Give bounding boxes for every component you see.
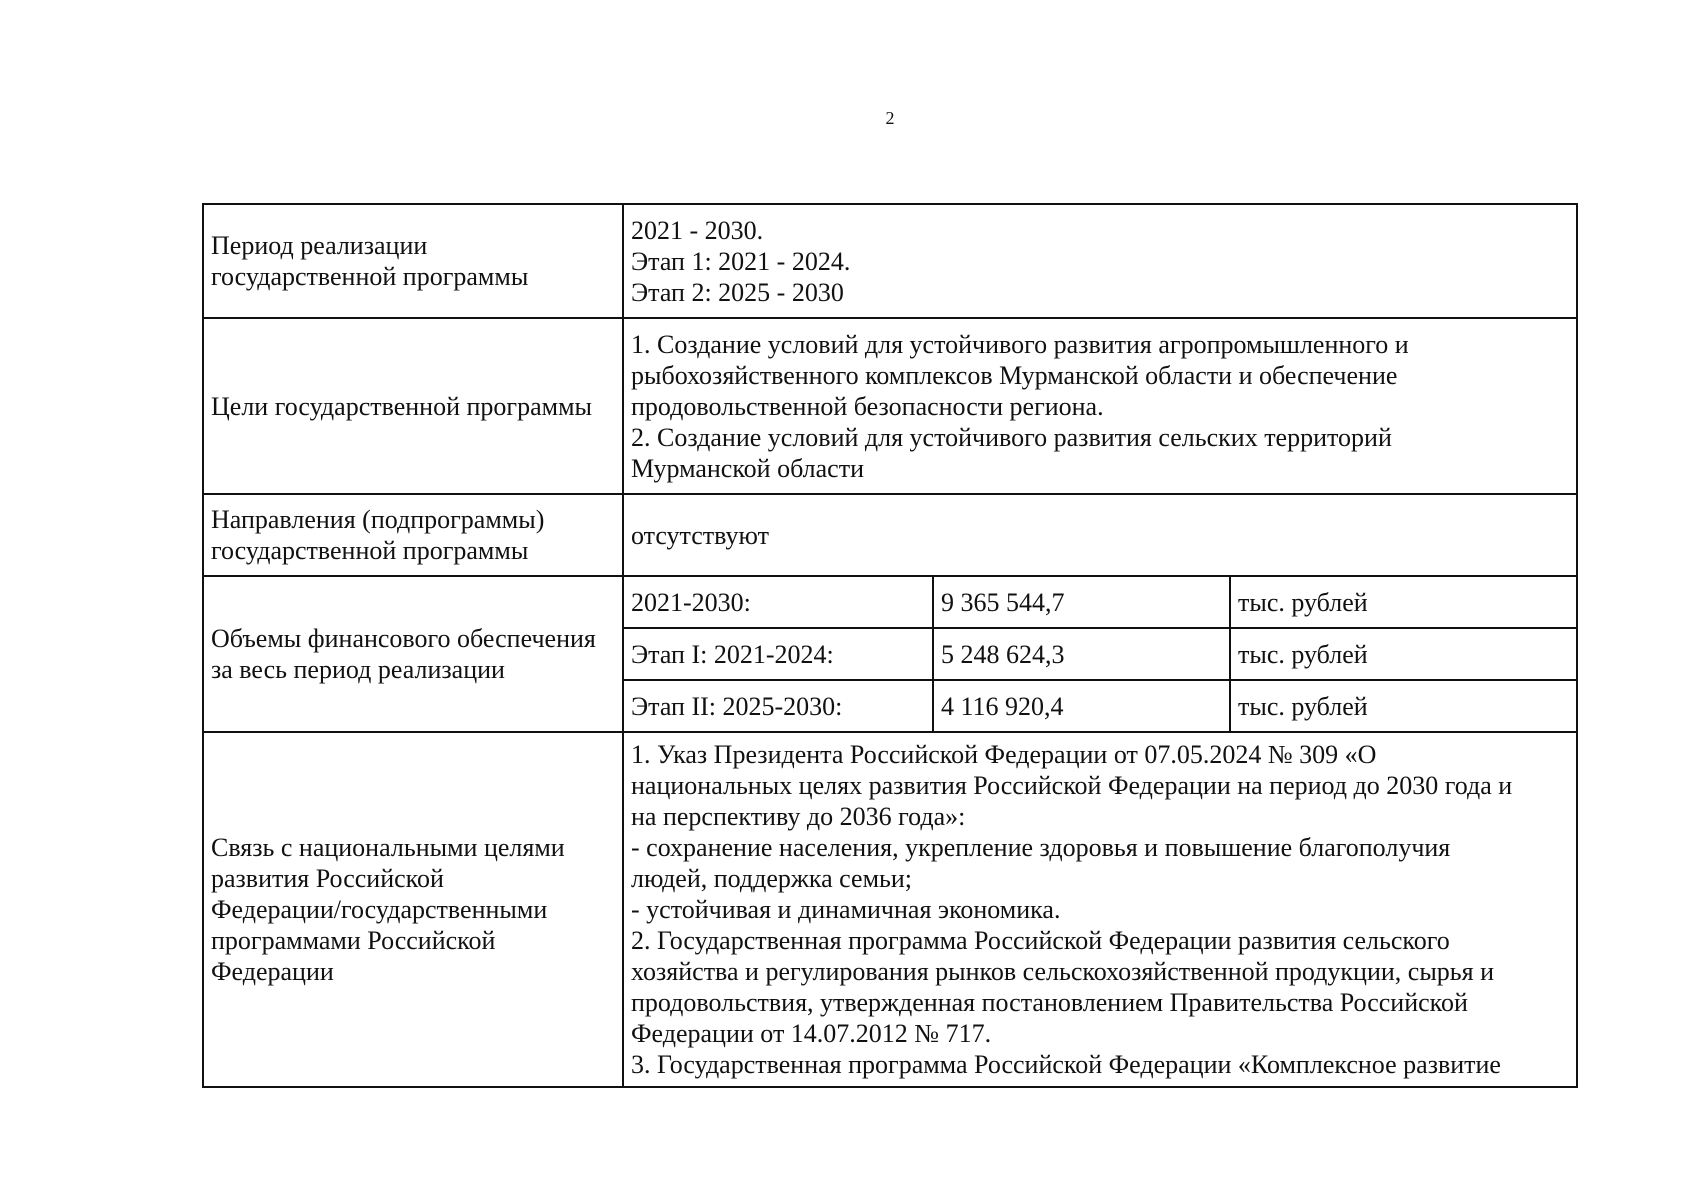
national-goals-value-line: 3. Государственная программа Российской Федерации «Комплексное развитие <box>631 1050 1501 1079</box>
goals-label-line: Цели государственной программы <box>211 391 592 421</box>
national-goals-label-line: развития Российской <box>211 864 444 893</box>
national-goals-label-line: Связь с национальными целями <box>211 833 565 862</box>
financing-amount: 4 116 920,4 <box>933 680 1230 731</box>
national-goals-value-line: 2. Государственная программа Российской Федерации развития сельского <box>631 926 1450 955</box>
subprograms-label-line: Направления (подпрограммы) <box>211 505 545 534</box>
financing-entry <box>624 680 1576 731</box>
period-label-line: Период реализации <box>211 231 428 260</box>
financing-unit: тыс. рублей <box>1230 577 1576 628</box>
national-goals-value-line: 1. Указ Президента Российской Федерации от 07.05.2024 № 309 «О <box>631 740 1377 769</box>
national-goals-value-line: - сохранение населения, укрепление здоровья и повышение благополучия <box>631 833 1451 862</box>
national-goals-label-line: Федерации <box>211 957 334 986</box>
financing-label <box>203 576 623 732</box>
financing-period: 2021-2030: <box>624 577 933 628</box>
national-goals-value <box>623 732 1577 1087</box>
financing-label-line: за весь период реализации <box>211 655 505 684</box>
national-goals-value-line: Федерации от 14.07.2012 № 717. <box>631 1019 992 1048</box>
subprograms-row <box>203 494 1577 576</box>
national-goals-value-line: - устойчивая и динамичная экономика. <box>631 895 1061 924</box>
period-value-line: Этап 2: 2025 - 2030 <box>631 277 844 307</box>
goals-value-line: продовольственной безопасности региона. <box>631 391 1104 421</box>
goals-value <box>623 318 1577 494</box>
financing-values <box>623 576 1577 732</box>
period-row <box>203 204 1577 318</box>
national-goals-value-line: национальных целях развития Российской Федерации на период до 2030 года и <box>631 771 1513 800</box>
subprograms-label-line: государственной программы <box>211 536 529 565</box>
national-goals-label <box>203 732 623 1087</box>
financing-unit: тыс. рублей <box>1230 680 1576 731</box>
period-value-line: Этап 1: 2021 - 2024. <box>631 246 851 276</box>
period-label <box>203 204 623 318</box>
goals-value-line: 2. Создание условий для устойчивого развития сельских территорий <box>631 422 1392 452</box>
financing-label-line: Объемы финансового обеспечения <box>211 624 596 653</box>
period-label-line: государственной программы <box>211 262 529 291</box>
financing-entry <box>624 577 1576 628</box>
goals-label <box>203 318 623 494</box>
national-goals-value-line: продовольствия, утвержденная постановлением Правительства Российской <box>631 988 1468 1017</box>
period-value <box>623 204 1577 318</box>
goals-row <box>203 318 1577 494</box>
goals-value-line: рыбохозяйственного комплексов Мурманской области и обеспечение <box>631 360 1398 390</box>
financing-table <box>624 577 1576 731</box>
national-goals-label-line: Федерации/государственными <box>211 895 548 924</box>
subprograms-value: отсутствуют <box>623 494 1577 576</box>
financing-amount: 5 248 624,3 <box>933 628 1230 680</box>
goals-value-line: 1. Создание условий для устойчивого развития агропромышленного и <box>631 329 1409 359</box>
financing-period: Этап II: 2025-2030: <box>631 691 843 721</box>
financing-unit: тыс. рублей <box>1230 628 1576 680</box>
financing-amount: 9 365 544,7 <box>933 577 1230 628</box>
national-goals-value-line: хозяйства и регулирования рынков сельскохозяйственной продукции, сырья и <box>631 957 1495 986</box>
national-goals-label-line: программами Российской <box>211 926 496 955</box>
period-value-line: 2021 - 2030. <box>631 215 764 245</box>
subprograms-label <box>203 494 623 576</box>
financing-entry <box>624 628 1576 680</box>
program-passport-table <box>202 203 1578 1088</box>
national-goals-row <box>203 732 1577 1087</box>
goals-value-line: Мурманской области <box>631 453 864 483</box>
financing-period: Этап I: 2021-2024: <box>624 628 933 680</box>
financing-row <box>203 576 1577 732</box>
page-number: 2 <box>885 108 895 128</box>
national-goals-value-line: людей, поддержка семьи; <box>631 864 913 893</box>
national-goals-value-line: на перспективу до 2036 года»: <box>631 802 966 831</box>
